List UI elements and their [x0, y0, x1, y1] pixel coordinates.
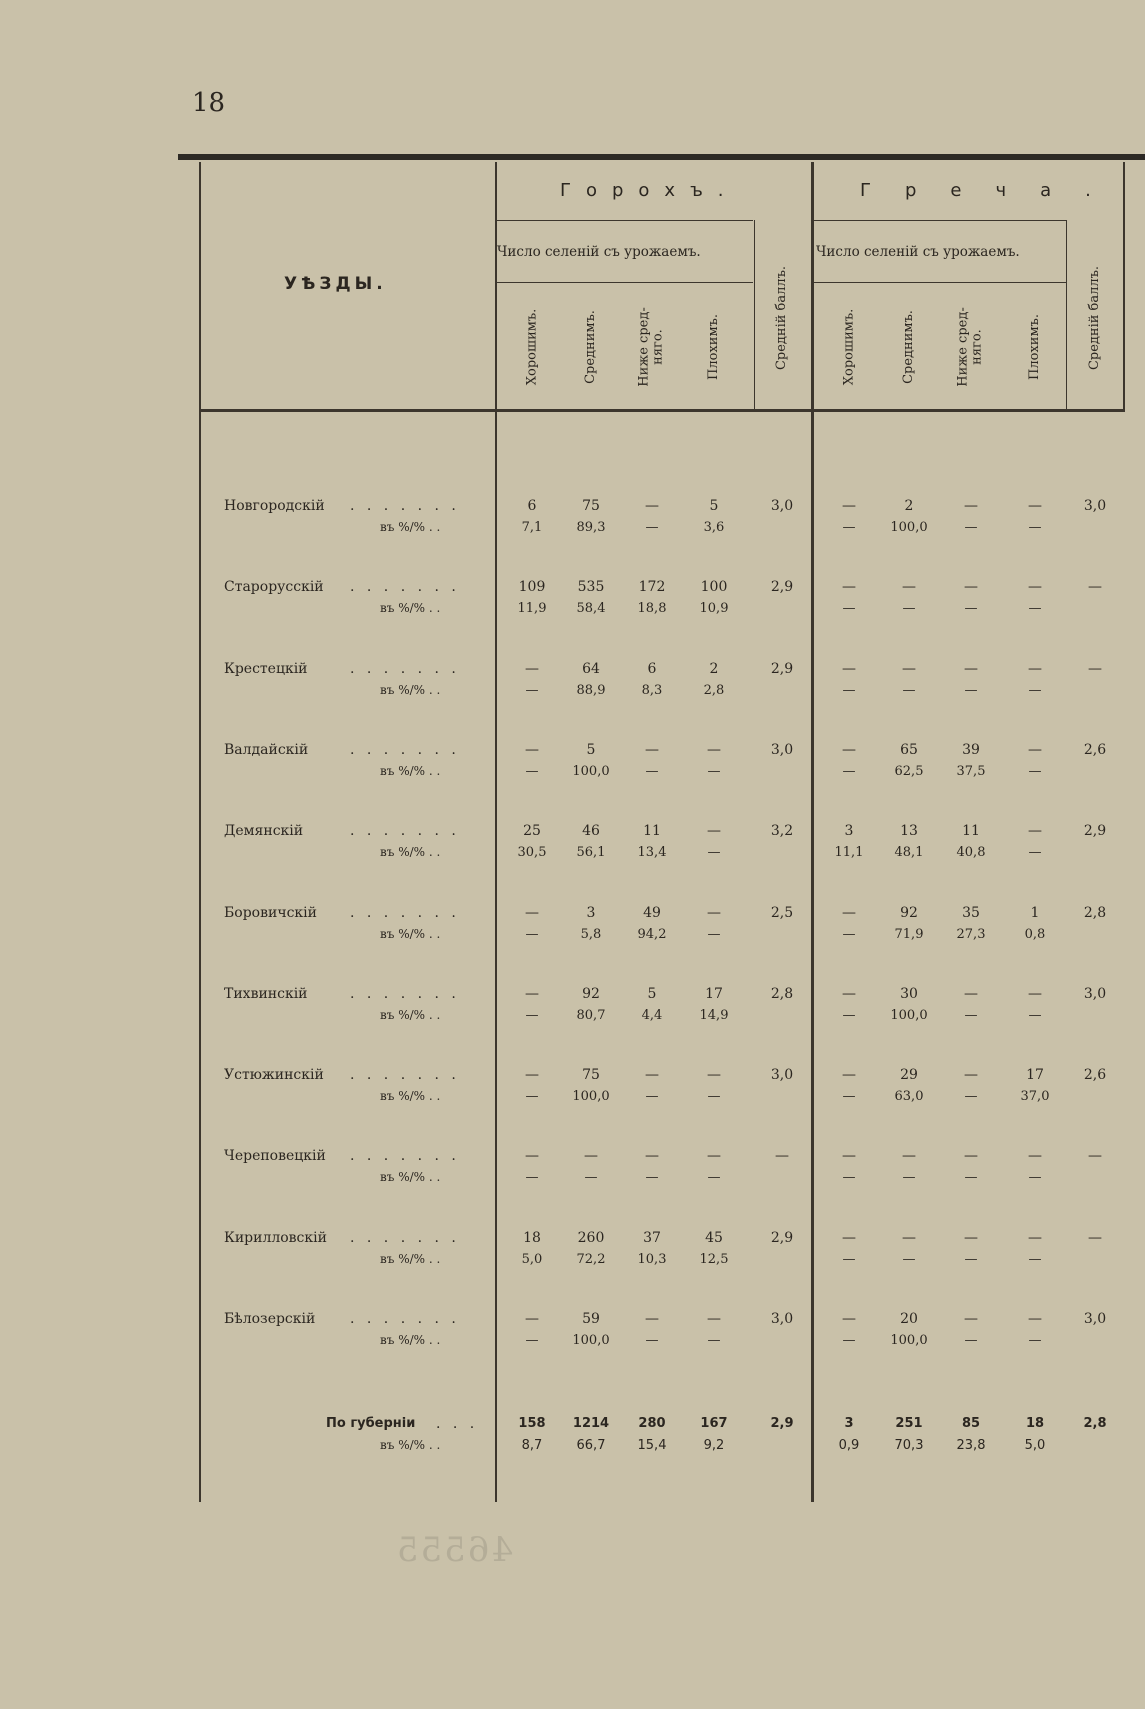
table-cell: 11,9 — [517, 601, 547, 616]
table-cell: — — [1028, 683, 1042, 698]
table-cell: — — [525, 1008, 539, 1023]
district-name: По губерніи — [326, 1416, 416, 1431]
table-cell: — — [964, 1008, 978, 1023]
table-cell: — — [842, 579, 856, 595]
table-cell: — — [645, 1333, 659, 1348]
table-cell: — — [1028, 845, 1042, 860]
table-cell: — — [584, 1170, 598, 1185]
table-cell: 3,0 — [770, 742, 794, 758]
table-cell: — — [1028, 661, 1042, 677]
percent-label: въ %/% . . — [380, 683, 441, 697]
table-cell: — — [645, 1067, 659, 1083]
table-cell: — — [707, 1311, 721, 1327]
table-cell: — — [842, 1230, 856, 1246]
percent-label: въ %/% . . — [380, 764, 441, 778]
table-cell: — — [645, 1311, 659, 1327]
table-row — [0, 1228, 1145, 1274]
column-header-peas-4: Плохимъ. — [706, 313, 721, 380]
table-cell: — — [525, 742, 539, 758]
leader-dots: . . . . . . . — [350, 742, 460, 758]
percent-label: въ %/% . . — [380, 1252, 441, 1266]
table-cell: — — [842, 1252, 856, 1267]
percent-label: въ %/% . . — [380, 927, 441, 941]
table-cell: — — [1088, 1230, 1102, 1246]
table-cell: — — [525, 905, 539, 921]
table-cell: — — [902, 1170, 916, 1185]
table-cell: — — [842, 927, 856, 942]
table-cell: — — [842, 986, 856, 1002]
table-cell: 92 — [900, 905, 918, 921]
table-cell: 100,0 — [890, 520, 928, 535]
table-cell: 17 — [1026, 1067, 1044, 1083]
leader-dots: . . . . . . . — [350, 1148, 460, 1164]
table-cell: 3 — [844, 1416, 854, 1431]
table-cell: — — [1088, 661, 1102, 677]
table-cell: — — [842, 498, 856, 514]
table-cell: — — [842, 764, 856, 779]
percent-label: въ %/% . . — [380, 1170, 441, 1184]
table-cell: 92 — [582, 986, 600, 1002]
table-cell: 29 — [900, 1067, 918, 1083]
table-cell: — — [1028, 579, 1042, 595]
table-cell: 10,9 — [699, 601, 729, 616]
table-cell: 39 — [962, 742, 980, 758]
district-name: Устюжинскій — [224, 1067, 324, 1083]
table-cell: — — [964, 661, 978, 677]
table-cell: 10,3 — [637, 1252, 667, 1267]
table-cell: — — [842, 1170, 856, 1185]
table-cell: 5,0 — [1024, 1438, 1046, 1453]
leader-dots: . . . . . . . — [350, 1311, 460, 1327]
table-cell: 3 — [586, 905, 596, 921]
table-cell: 3,0 — [770, 1067, 794, 1083]
table-cell: — — [1028, 520, 1042, 535]
table-cell: — — [525, 986, 539, 1002]
table-cell: — — [1028, 1311, 1042, 1327]
table-cell: — — [964, 520, 978, 535]
table-cell: 35 — [962, 905, 980, 921]
district-name: Череповецкій — [224, 1148, 326, 1164]
table-cell: 12,5 — [699, 1252, 729, 1267]
table-cell: — — [525, 927, 539, 942]
district-name: Бѣлозерскій — [224, 1311, 316, 1327]
column-header-peas-1: Хорошимъ. — [524, 308, 539, 385]
table-cell: 280 — [638, 1416, 666, 1431]
table-cell: 260 — [577, 1230, 605, 1246]
table-cell: 2,8 — [1083, 905, 1107, 921]
table-row — [0, 984, 1145, 1030]
table-cell: 20 — [900, 1311, 918, 1327]
table-cell: — — [842, 601, 856, 616]
table-cell: — — [525, 1311, 539, 1327]
table-cell: 2,9 — [770, 1416, 794, 1431]
table-cell: 11 — [643, 823, 661, 839]
district-name: Валдайскій — [224, 742, 309, 758]
table-cell: — — [842, 683, 856, 698]
table-row — [0, 659, 1145, 705]
table-cell: — — [842, 661, 856, 677]
table-cell: — — [902, 601, 916, 616]
table-cell: — — [1088, 1148, 1102, 1164]
villages-header-buckwheat: Число селеній съ урожаемъ. — [816, 244, 1020, 260]
leader-dots: . . . . . . . — [350, 579, 460, 595]
table-cell: 8,3 — [641, 683, 663, 698]
table-cell: 94,2 — [637, 927, 667, 942]
leader-dots: . . . . . . . — [350, 1230, 460, 1246]
page-number: 18 — [192, 88, 226, 118]
column-header-buckwheat-5: Средній баллъ. — [1087, 265, 1102, 370]
table-cell: 18 — [523, 1230, 541, 1246]
percent-label: въ %/% . . — [380, 1438, 441, 1452]
district-name: Крестецкій — [224, 661, 308, 677]
leader-dots: . . . . . . . — [350, 905, 460, 921]
villages-header-peas: Число селеній съ урожаемъ. — [497, 244, 701, 260]
table-cell: — — [1028, 823, 1042, 839]
table-row — [0, 577, 1145, 623]
table-cell: — — [964, 1089, 978, 1104]
table-cell: 167 — [700, 1416, 728, 1431]
table-cell: 5 — [586, 742, 596, 758]
table-cell: — — [707, 1170, 721, 1185]
column-header-peas-5: Средній баллъ. — [774, 265, 789, 370]
table-cell: 3,0 — [1083, 986, 1107, 1002]
district-name: Демянскій — [224, 823, 304, 839]
table-cell: — — [1028, 1333, 1042, 1348]
table-cell: 80,7 — [576, 1008, 606, 1023]
table-cell: — — [1028, 764, 1042, 779]
table-cell: — — [964, 1148, 978, 1164]
table-cell: — — [525, 764, 539, 779]
leader-dots: . . . . . . . — [350, 661, 460, 677]
table-cell: 2,9 — [770, 1230, 794, 1246]
table-cell: 11,1 — [834, 845, 864, 860]
table-cell: — — [645, 1089, 659, 1104]
column-header-peas-3: Ниже сред- няго. — [637, 306, 667, 387]
table-cell: 18 — [1025, 1416, 1045, 1431]
table-cell: 100,0 — [890, 1333, 928, 1348]
table-cell: 64 — [582, 661, 600, 677]
table-cell: — — [525, 1333, 539, 1348]
table-cell: 30,5 — [517, 845, 547, 860]
table-cell: 65 — [900, 742, 918, 758]
table-cell: — — [964, 986, 978, 1002]
table-cell: — — [1028, 1008, 1042, 1023]
table-cell: — — [902, 1230, 916, 1246]
table-cell: — — [842, 1148, 856, 1164]
table-cell: 6 — [647, 661, 657, 677]
table-cell: — — [707, 905, 721, 921]
table-cell: 13,4 — [637, 845, 667, 860]
table-cell: 158 — [518, 1416, 546, 1431]
table-cell: 2,9 — [1083, 823, 1107, 839]
percent-label: въ %/% . . — [380, 601, 441, 615]
table-cell: — — [645, 520, 659, 535]
district-name: Тихвинскій — [224, 986, 308, 1002]
column-header-buckwheat-1: Хорошимъ. — [841, 308, 856, 385]
table-cell: — — [964, 1230, 978, 1246]
table-cell: 17 — [705, 986, 723, 1002]
table-cell: 0,8 — [1024, 927, 1046, 942]
table-cell: 75 — [582, 1067, 600, 1083]
table-cell: — — [964, 1170, 978, 1185]
table-cell: 30 — [900, 986, 918, 1002]
table-cell: — — [645, 764, 659, 779]
table-cell: — — [525, 661, 539, 677]
table-cell: 2,6 — [1083, 1067, 1107, 1083]
table-cell: 100 — [700, 579, 728, 595]
table-cell: 2 — [904, 498, 914, 514]
table-cell: — — [902, 579, 916, 595]
table-cell: 5,0 — [521, 1252, 543, 1267]
table-cell: 58,4 — [576, 601, 606, 616]
district-name: Боровичскій — [224, 905, 317, 921]
table-cell: 535 — [577, 579, 605, 595]
percent-label: въ %/% . . — [380, 845, 441, 859]
table-cell: — — [964, 498, 978, 514]
table-cell: — — [525, 1089, 539, 1104]
table-cell: 2,8 — [1083, 1416, 1107, 1431]
table-cell: — — [902, 683, 916, 698]
table-row — [0, 1309, 1145, 1355]
table-cell: 9,2 — [703, 1438, 725, 1453]
table-cell: 2,8 — [703, 683, 725, 698]
table-cell: — — [1088, 579, 1102, 595]
table-cell: 100,0 — [572, 1333, 610, 1348]
table-cell: 100,0 — [572, 764, 610, 779]
table-cell: 37,5 — [956, 764, 986, 779]
column-header-buckwheat-4: Плохимъ. — [1027, 313, 1042, 380]
table-cell: — — [707, 1148, 721, 1164]
table-cell: 37,0 — [1020, 1089, 1050, 1104]
table-cell: — — [707, 927, 721, 942]
table-cell: 2,9 — [770, 579, 794, 595]
table-cell: — — [842, 520, 856, 535]
table-cell: — — [842, 1333, 856, 1348]
leader-dots: . . . — [436, 1416, 479, 1432]
table-cell: — — [707, 823, 721, 839]
table-cell: — — [1028, 742, 1042, 758]
table-cell: — — [1028, 1230, 1042, 1246]
table-cell: 109 — [518, 579, 546, 595]
table-cell: — — [964, 1333, 978, 1348]
table-cell: — — [645, 742, 659, 758]
table-cell: — — [645, 498, 659, 514]
table-cell: — — [707, 764, 721, 779]
table-cell: 1 — [1030, 905, 1040, 921]
table-cell: 0,9 — [838, 1438, 860, 1453]
table-cell: 18,8 — [637, 601, 667, 616]
table-cell: 3,0 — [770, 498, 794, 514]
table-cell: 3,0 — [1083, 1311, 1107, 1327]
table-cell: 5,8 — [580, 927, 602, 942]
table-row — [0, 821, 1145, 867]
table-cell: — — [525, 1148, 539, 1164]
table-cell: — — [707, 845, 721, 860]
table-cell: — — [964, 1067, 978, 1083]
table-cell: 2 — [709, 661, 719, 677]
table-cell: — — [525, 1170, 539, 1185]
district-name: Кирилловскій — [224, 1230, 327, 1246]
table-cell: — — [964, 1252, 978, 1267]
percent-label: въ %/% . . — [380, 1089, 441, 1103]
table-cell: — — [707, 1067, 721, 1083]
table-cell: — — [902, 661, 916, 677]
table-cell: 251 — [895, 1416, 923, 1431]
table-cell: 172 — [638, 579, 666, 595]
table-cell: 45 — [705, 1230, 723, 1246]
table-row — [0, 903, 1145, 949]
table-cell: — — [1028, 986, 1042, 1002]
table-cell: — — [525, 1067, 539, 1083]
table-cell: — — [842, 1089, 856, 1104]
leader-dots: . . . . . . . — [350, 1067, 460, 1083]
table-cell: 7,1 — [521, 520, 543, 535]
table-cell: — — [525, 683, 539, 698]
table-cell: — — [707, 1089, 721, 1104]
table-cell: — — [1028, 1148, 1042, 1164]
table-cell: — — [902, 1148, 916, 1164]
leader-dots: . . . . . . . — [350, 498, 460, 514]
crop-header-buckwheat: Греча. — [860, 180, 1125, 201]
table-cell: — — [842, 1067, 856, 1083]
table-cell: 72,2 — [576, 1252, 606, 1267]
table-cell: 100,0 — [572, 1089, 610, 1104]
table-cell: — — [842, 742, 856, 758]
table-cell: 89,3 — [576, 520, 606, 535]
table-cell: 62,5 — [894, 764, 924, 779]
table-cell: — — [1028, 498, 1042, 514]
table-row — [0, 1146, 1145, 1192]
table-cell: — — [902, 1252, 916, 1267]
crop-header-peas: Горохъ. — [560, 180, 739, 201]
table-cell: 27,3 — [956, 927, 986, 942]
table-cell: 3,6 — [703, 520, 725, 535]
districts-header: УѢЗДЫ. — [284, 274, 387, 294]
table-cell: — — [1028, 1170, 1042, 1185]
table-cell: — — [964, 683, 978, 698]
table-cell: 11 — [962, 823, 980, 839]
table-cell: — — [584, 1148, 598, 1164]
table-cell: 25 — [523, 823, 541, 839]
table-cell: — — [842, 1008, 856, 1023]
stamp: 46555 — [395, 1530, 514, 1570]
table-row — [0, 1065, 1145, 1111]
table-cell: 56,1 — [576, 845, 606, 860]
table-cell: 48,1 — [894, 845, 924, 860]
table-cell: — — [964, 579, 978, 595]
table-cell: 71,9 — [894, 927, 924, 942]
table-cell: — — [707, 742, 721, 758]
table-cell: 37 — [643, 1230, 661, 1246]
leader-dots: . . . . . . . — [350, 823, 460, 839]
column-header-peas-2: Среднимъ. — [583, 309, 598, 384]
table-cell: 2,9 — [770, 661, 794, 677]
column-header-buckwheat-2: Среднимъ. — [901, 309, 916, 384]
table-cell: — — [707, 1333, 721, 1348]
table-cell: — — [964, 1311, 978, 1327]
table-cell: 15,4 — [637, 1438, 667, 1453]
table-cell: 2,8 — [770, 986, 794, 1002]
table-cell: 3,2 — [770, 823, 794, 839]
table-cell: 88,9 — [576, 683, 606, 698]
table-cell: — — [1028, 601, 1042, 616]
table-row — [0, 496, 1145, 542]
total-row — [0, 1414, 1145, 1460]
table-cell: 66,7 — [576, 1438, 606, 1453]
table-cell: 3,0 — [770, 1311, 794, 1327]
table-cell: 70,3 — [894, 1438, 924, 1453]
table-cell: 85 — [961, 1416, 981, 1431]
district-name: Старорусскій — [224, 579, 324, 595]
table-cell: 23,8 — [956, 1438, 986, 1453]
percent-label: въ %/% . . — [380, 1008, 441, 1022]
table-cell: 4,4 — [641, 1008, 663, 1023]
column-header-buckwheat-3: Ниже сред- няго. — [956, 306, 986, 387]
leader-dots: . . . . . . . — [350, 986, 460, 1002]
table-cell: 59 — [582, 1311, 600, 1327]
table-cell: — — [842, 1311, 856, 1327]
top-rule — [178, 154, 1145, 160]
table-cell: 5 — [709, 498, 719, 514]
table-cell: 49 — [643, 905, 661, 921]
table-cell: 13 — [900, 823, 918, 839]
table-cell: 3,0 — [1083, 498, 1107, 514]
table-cell: 14,9 — [699, 1008, 729, 1023]
table-cell: 2,6 — [1083, 742, 1107, 758]
table-row — [0, 740, 1145, 786]
table-cell: — — [645, 1170, 659, 1185]
table-cell: 40,8 — [956, 845, 986, 860]
table-cell: — — [1028, 1252, 1042, 1267]
table-cell: 5 — [647, 986, 657, 1002]
table-cell: 75 — [582, 498, 600, 514]
table-cell: 2,5 — [770, 905, 794, 921]
percent-label: въ %/% . . — [380, 1333, 441, 1347]
table-cell: 63,0 — [894, 1089, 924, 1104]
table-cell: 100,0 — [890, 1008, 928, 1023]
table-cell: — — [645, 1148, 659, 1164]
table-cell: — — [964, 601, 978, 616]
table-cell: — — [842, 905, 856, 921]
table-cell: 3 — [844, 823, 854, 839]
table-cell: — — [775, 1148, 789, 1164]
district-name: Новгородскій — [224, 498, 325, 514]
percent-label: въ %/% . . — [380, 520, 441, 534]
table-cell: 6 — [527, 498, 537, 514]
table-cell: 1214 — [572, 1416, 610, 1431]
table-cell: 46 — [582, 823, 600, 839]
table-cell: 8,7 — [521, 1438, 543, 1453]
